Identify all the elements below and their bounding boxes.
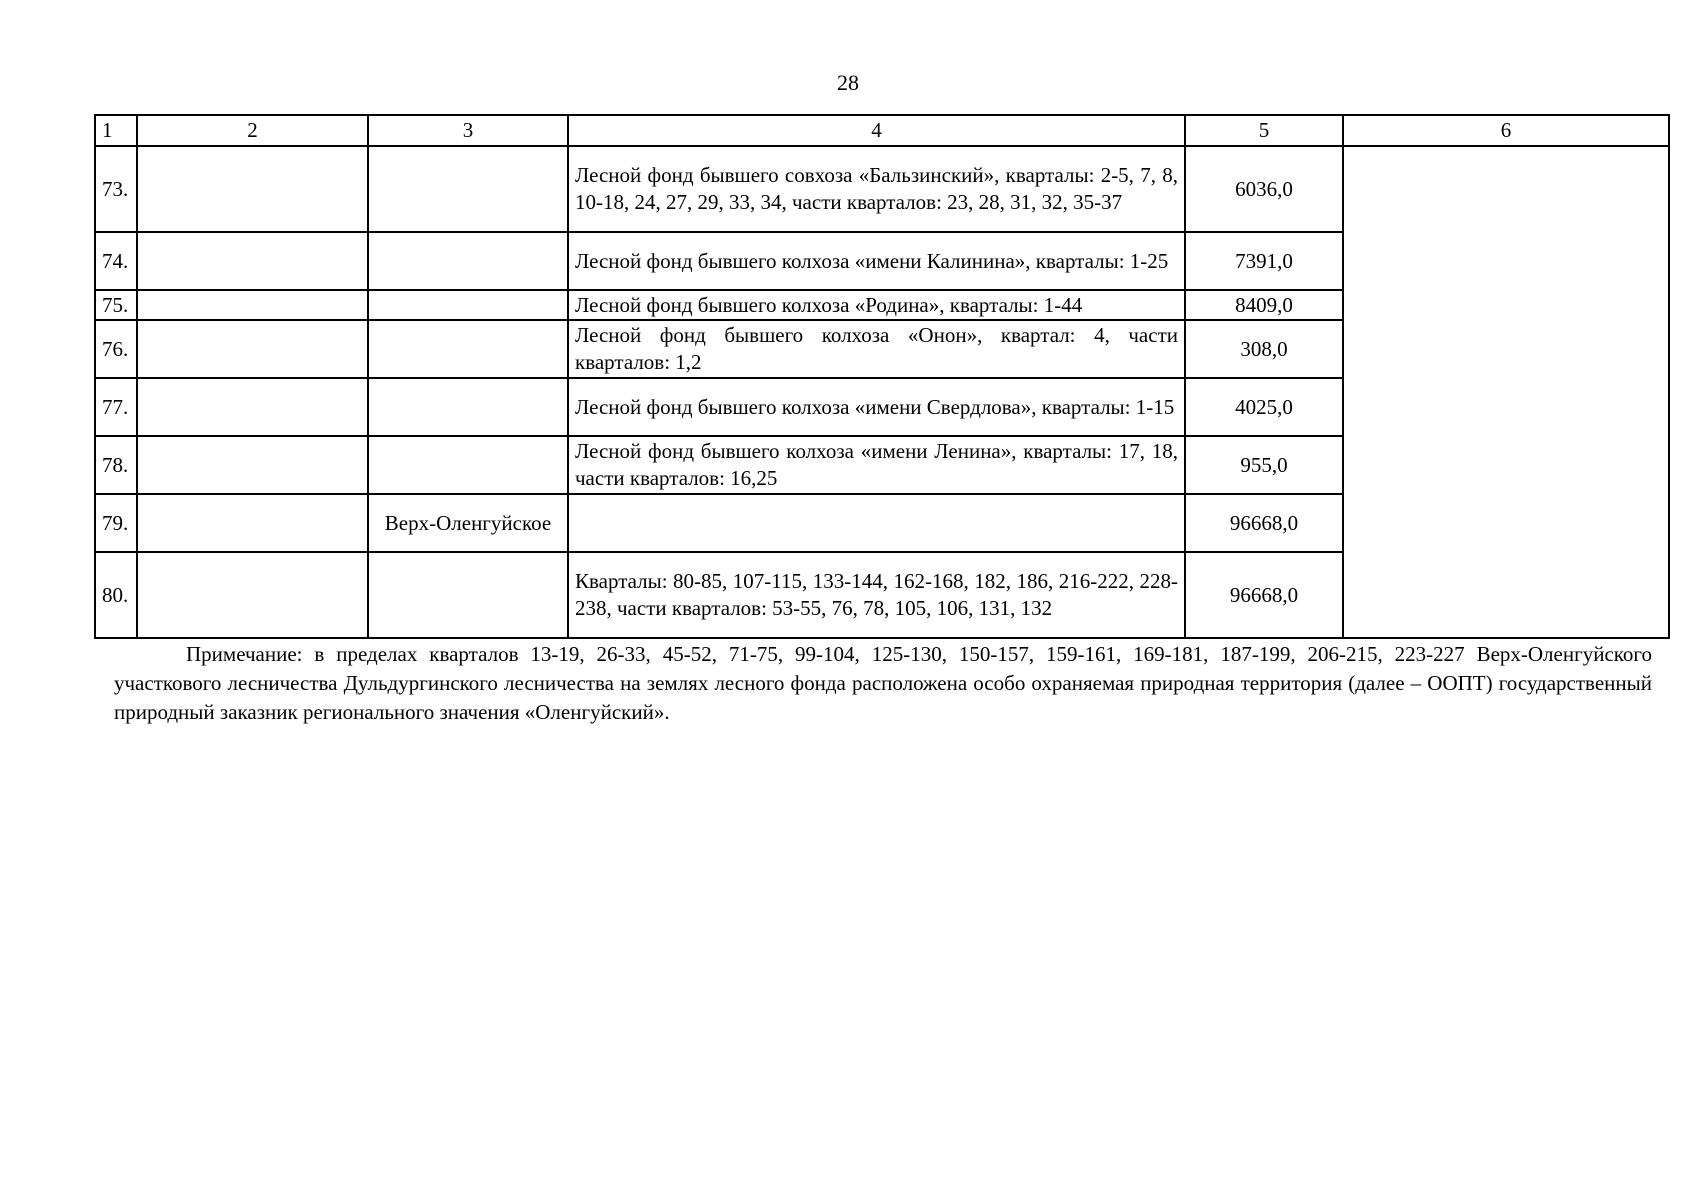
header-col-5: 5 — [1185, 115, 1343, 146]
row-description: Лесной фонд бывшего колхоза «Онон», квартал: 4, части кварталов: 1,2 — [568, 320, 1185, 378]
row-area: 955,0 — [1185, 436, 1343, 494]
row-area: 96668,0 — [1185, 494, 1343, 552]
row-col-3 — [368, 290, 568, 320]
row-description: Лесной фонд бывшего совхоза «Бальзинский», кварталы: 2-5, 7, 8, 10-18, 24, 27, 29, 33, 34, части кварталов: 23, 28, 31, 32, 35-37 — [568, 146, 1185, 232]
header-col-3: 3 — [368, 115, 568, 146]
row-col-2 — [137, 494, 368, 552]
row-number: 74. — [95, 232, 137, 290]
row-area: 7391,0 — [1185, 232, 1343, 290]
row-col-2 — [137, 436, 368, 494]
row-forestry-name: Верх-Оленгуйское — [368, 494, 568, 552]
row-col-2 — [137, 552, 368, 638]
row-number: 73. — [95, 146, 137, 232]
row-number: 77. — [95, 378, 137, 436]
row-description: Кварталы: 80-85, 107-115, 133-144, 162-168, 182, 186, 216-222, 228-238, части кварталов: 53-55, 76, 78, 105, 106, 131, 132 — [568, 552, 1185, 638]
row-description: Лесной фонд бывшего колхоза «Родина», кварталы: 1-44 — [568, 290, 1185, 320]
row-col-3 — [368, 378, 568, 436]
header-col-4: 4 — [568, 115, 1185, 146]
row-number: 75. — [95, 290, 137, 320]
row-number: 80. — [95, 552, 137, 638]
table-header-row — [95, 115, 1669, 146]
row-area: 8409,0 — [1185, 290, 1343, 320]
row-area: 308,0 — [1185, 320, 1343, 378]
header-col-2: 2 — [137, 115, 368, 146]
footnote-paragraph: Примечание: в пределах кварталов 13-19, 26-33, 45-52, 71-75, 99-104, 125-130, 150-157, 159-161, 169-181, 187-199, 206-215, 223-227 Верх-Оленгуйского участкового лесничества Дульдургинского лесничества на землях лесного фонда расположена особо охраняемая природная территория (далее – ООПТ) государственный природный заказник регионального значения «Оленгуйский». — [114, 642, 1652, 724]
row-description — [568, 494, 1185, 552]
row-number: 79. — [95, 494, 137, 552]
forest-fund-table — [94, 114, 1670, 639]
row-col-2 — [137, 146, 368, 232]
row-col-3 — [368, 552, 568, 638]
table-row — [95, 146, 1669, 232]
header-col-6: 6 — [1343, 115, 1669, 146]
row-col-2 — [137, 290, 368, 320]
row-description: Лесной фонд бывшего колхоза «имени Ленина», кварталы: 17, 18, части кварталов: 16,25 — [568, 436, 1185, 494]
row-col-2 — [137, 232, 368, 290]
header-col-1: 1 — [95, 115, 137, 146]
row-description: Лесной фонд бывшего колхоза «имени Калинина», кварталы: 1-25 — [568, 232, 1185, 290]
row-number: 78. — [95, 436, 137, 494]
row-number: 76. — [95, 320, 137, 378]
row-col-3 — [368, 320, 568, 378]
row-area: 4025,0 — [1185, 378, 1343, 436]
row-area: 96668,0 — [1185, 552, 1343, 638]
row-col-2 — [137, 320, 368, 378]
col-6-merged-cell — [1343, 146, 1669, 638]
row-col-3 — [368, 232, 568, 290]
page-number: 28 — [837, 70, 859, 95]
row-col-3 — [368, 146, 568, 232]
row-area: 6036,0 — [1185, 146, 1343, 232]
row-col-2 — [137, 378, 368, 436]
row-description: Лесной фонд бывшего колхоза «имени Свердлова», кварталы: 1-15 — [568, 378, 1185, 436]
row-col-3 — [368, 436, 568, 494]
